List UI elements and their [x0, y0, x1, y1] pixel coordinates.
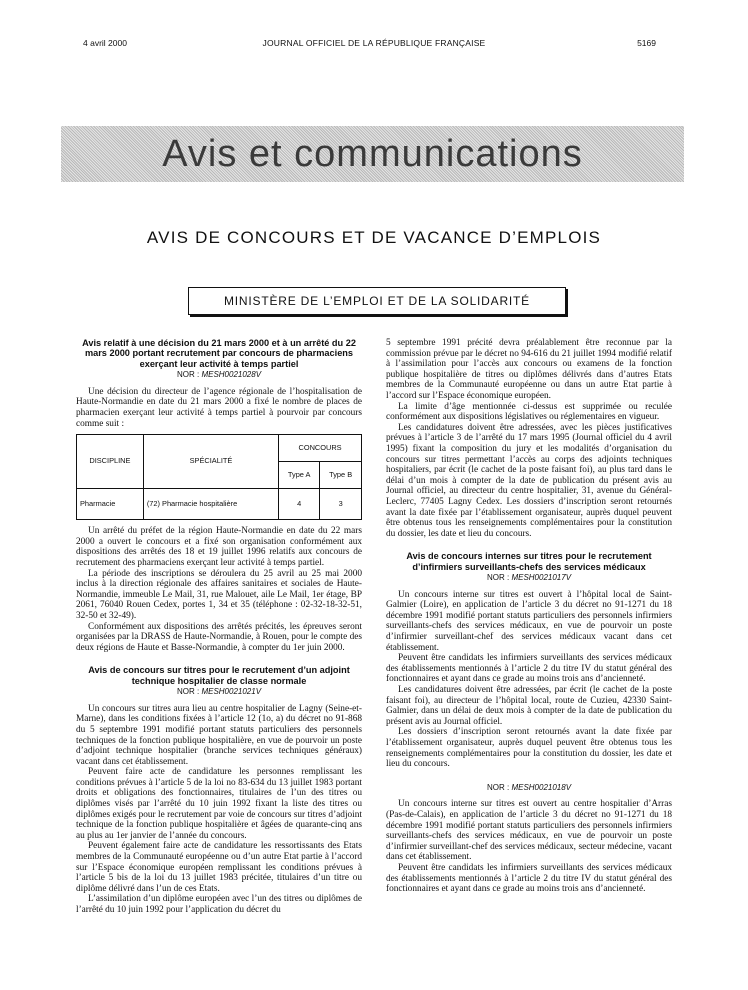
article-title: Avis de concours internes sur titres pour le recrutement d’infirmiers surveillants-chefs des services médicaux: [406, 551, 652, 572]
paragraph: Un concours sur titres aura lieu au centre hospitalier de Lagny (Seine-et-Marne), dans les conditions fixées à l’article 12 (1o, a) du décret no 91-868 du 5 septembre 1991 modifié portant statuts particuliers des personnels techniques de la fonction publique hospitalière, en vue de pourvoir un poste d’adjoint technique hospitalier (branche services techniques généraux) vacant dans cet établissement.: [76, 703, 362, 767]
banner-title: Avis et communications: [162, 133, 583, 175]
nor-reference: NOR : MESH0021018V: [486, 782, 572, 792]
paragraph: Un concours interne sur titres est ouvert au centre hospitalier d’Arras (Pas-de-Calais), en application de l’article 3 du décret no 91-1271 du 18 décembre 1991 modifié portant statuts particuliers des personnels infirmiers surveillants-chefs des services médicaux, en vue de pourvoir un poste d’infirmier surveillant-chef des services médicaux, secteur médecine, vacant dans cet établissement.: [386, 799, 672, 863]
table-header-concours: CONCOURS: [279, 435, 362, 462]
paragraph: Un arrêté du préfet de la région Haute-Normandie en date du 22 mars 2000 a ouvert le concours et a fixé son organisation conformément aux dispositions des arrêtés des 18 et 19 juillet 1996 relatifs aux concours de recrutement des pharmaciens exerçant leur activité à temps partiel.: [76, 526, 362, 568]
header-date: 4 avril 2000: [83, 38, 127, 48]
paragraph: Une décision du directeur de l’agence régionale de l’hospitalisation de Haute-Normandie en date du 21 mars 2000 a fixé le nombre de places de pharmacien exerçant leur activité à temps partiel à pourvoir par concours comme suit :: [76, 386, 362, 429]
paragraph: Les candidatures doivent être adressées, avec les pièces justificatives prévues à l’article 3 de l’arrêté du 17 mars 1995 (Journal officiel du 4 avril 1995) fixant la composition du jury et les modalités d’organisation du concours sur titres permettant l’accès au corps des adjoints techniques hospitaliers, par écrit (le cachet de la poste faisant foi), au plus tard dans le délai d’un mois à compter de la date de publication du présent avis au Journal officiel, au directeur du centre hospitalier, 31, avenue du Général-Leclerc, 77405 Lagny Cedex. Les dossiers d’inscription seront retournés avant la date fixée par l’établissement organisateur, auprès duquel peuvent être obtenus tous les renseignements complémentaires pour la constitution du dossier, les date et lieu du concours.: [386, 422, 672, 539]
paragraph: Conformément aux dispositions des arrêtés précités, les épreuves seront organisées par la DRASS de Haute-Normandie, à Rouen, pour le compte des deux régions de Haute et Basse-Normandie, à compter du 1er juin 2000.: [76, 621, 362, 653]
page-number: 5169: [637, 38, 656, 48]
paragraph: Peuvent également faire acte de candidature les ressortissants des Etats membres de la Communauté européenne ou d’un autre Etat partie à l’accord sur l’Espace économique européen remplissant les conditions prévues à l’article 5 bis de la loi du 13 juillet 1983 précitée, titulaires d’un titre ou diplôme délivré dans l’un de ces Etats.: [76, 841, 362, 894]
nor-reference: NOR : MESH0021017V: [486, 573, 572, 583]
table-header-type-a: Type A: [279, 462, 320, 489]
section-banner: [61, 126, 684, 182]
table-cell-type-a: 4: [279, 489, 320, 520]
concours-table: [76, 434, 362, 520]
header-journal-title: JOURNAL OFFICIEL DE LA RÉPUBLIQUE FRANÇAISE: [262, 38, 486, 48]
table-cell-type-b: 3: [320, 489, 362, 520]
table-header-type-b: Type B: [320, 462, 362, 489]
paragraph: Peuvent être candidats les infirmiers surveillants des services médicaux des établissements mentionnés à l’article 2 du titre IV du statut général des fonctionnaires et ayant dans ce grade au moins trois ans d’ancienneté.: [386, 653, 672, 685]
right-column: [386, 338, 672, 895]
paragraph: Peuvent faire acte de candidature les personnes remplissant les conditions prévues à l’article 5 de la loi no 83-634 du 13 juillet 1983 portant droits et obligations des fonctionnaires, titulaires de l’un des titres ou diplômes visés par l’arrêté du 10 juin 1992 fixant la liste des titres ou diplômes exigés pour le recrutement par voie de concours sur titres d’adjoint technique de la fonction publique hospitalière et âgées de quarante-cinq ans au plus au 1er janvier de l’année du concours.: [76, 767, 362, 841]
section-title: AVIS DE CONCOURS ET DE VACANCE D’EMPLOIS: [146, 228, 602, 247]
paragraph: L’assimilation d’un diplôme européen avec l’un des titres ou diplômes de l’arrêté du 10 juin 1992 pour l’application du décret du: [76, 894, 362, 915]
table-cell-specialite: (72) Pharmacie hospitalière: [143, 489, 278, 520]
article-title: Avis relatif à une décision du 21 mars 2000 et à un arrêté du 22 mars 2000 portant recrutement par concours de pharmaciens exerçant leur activité à temps partiel: [82, 338, 356, 369]
paragraph: Peuvent être candidats les infirmiers surveillants des services médicaux des établissements mentionnés à l’article 2 du titre IV du statut général des fonctionnaires et ayant dans ce grade au moins trois ans d’ancienneté.: [386, 862, 672, 895]
ministry-box: [188, 287, 566, 315]
paragraph: Un concours interne sur titres est ouvert à l’hôpital local de Saint-Galmier (Loire), en application de l’article 3 du décret no 91-1271 du 18 décembre 1991 modifié portant statuts particuliers des personnels infirmiers surveillants-chefs des services médicaux, en vue de pourvoir un poste d’infirmier surveillant-chef des services médicaux vacant dans cet établissement.: [386, 589, 672, 653]
paragraph: 5 septembre 1991 précité devra préalablement être reconnue par la commission prévue par le décret no 94-616 du 21 juillet 1994 modifié relatif à l’assimilation pour l’accès aux concours ou examens de la fonction publique hospitalière de titres ou diplômes délivrés dans d’autres Etats membres de la Communauté européenne ou dans un autre Etat partie à l’accord sur l’Espace économique européen.: [386, 338, 672, 401]
nor-reference: NOR : MESH0021028V: [176, 370, 262, 380]
ministry-title: MINISTÈRE DE L’EMPLOI ET DE LA SOLIDARITÉ: [224, 294, 530, 308]
paragraph: La limite d’âge mentionnée ci-dessus est supprimée ou reculée conformément aux dispositions législatives ou réglementaires en vigueur.: [386, 401, 672, 423]
running-header: [0, 38, 748, 52]
table-cell-discipline: Pharmacie: [77, 489, 144, 520]
paragraph: La période des inscriptions se déroulera du 25 avril au 25 mai 2000 inclus à la direction régionale des affaires sanitaires et sociales de Haute-Normandie, immeuble Le Mail, 31, rue Malouet, aile Le Mail, 1er étage, BP 2061, 76040 Rouen Cedex, portes 1, 34 et 35 (téléphone : 02-32-18-32-51, 32-50 et 32-49).: [76, 568, 362, 621]
article-title: Avis de concours sur titres pour le recrutement d’un adjoint technique hospitalier de classe normale: [88, 665, 350, 686]
paragraph: Les dossiers d’inscription seront retournés avant la date fixée par l’établissement organisateur, auprès duquel peuvent être obtenus tous les renseignements complémentaires pour la constitution du dossier, les date et lieu du concours.: [386, 727, 672, 770]
nor-reference: NOR : MESH0021021V: [176, 687, 262, 697]
left-column: [76, 338, 362, 916]
paragraph: Les candidatures doivent être adressées, par écrit (le cachet de la poste faisant foi), au directeur de l’hôpital local, route de Cuzieu, 42330 Saint-Galmier, dans un délai de deux mois à compter de la date de publication du présent avis au Journal officiel.: [386, 685, 672, 727]
table-row: [77, 489, 362, 520]
table-header-discipline: DISCIPLINE: [77, 435, 144, 489]
table-header-specialite: SPÉCIALITÉ: [143, 435, 278, 489]
